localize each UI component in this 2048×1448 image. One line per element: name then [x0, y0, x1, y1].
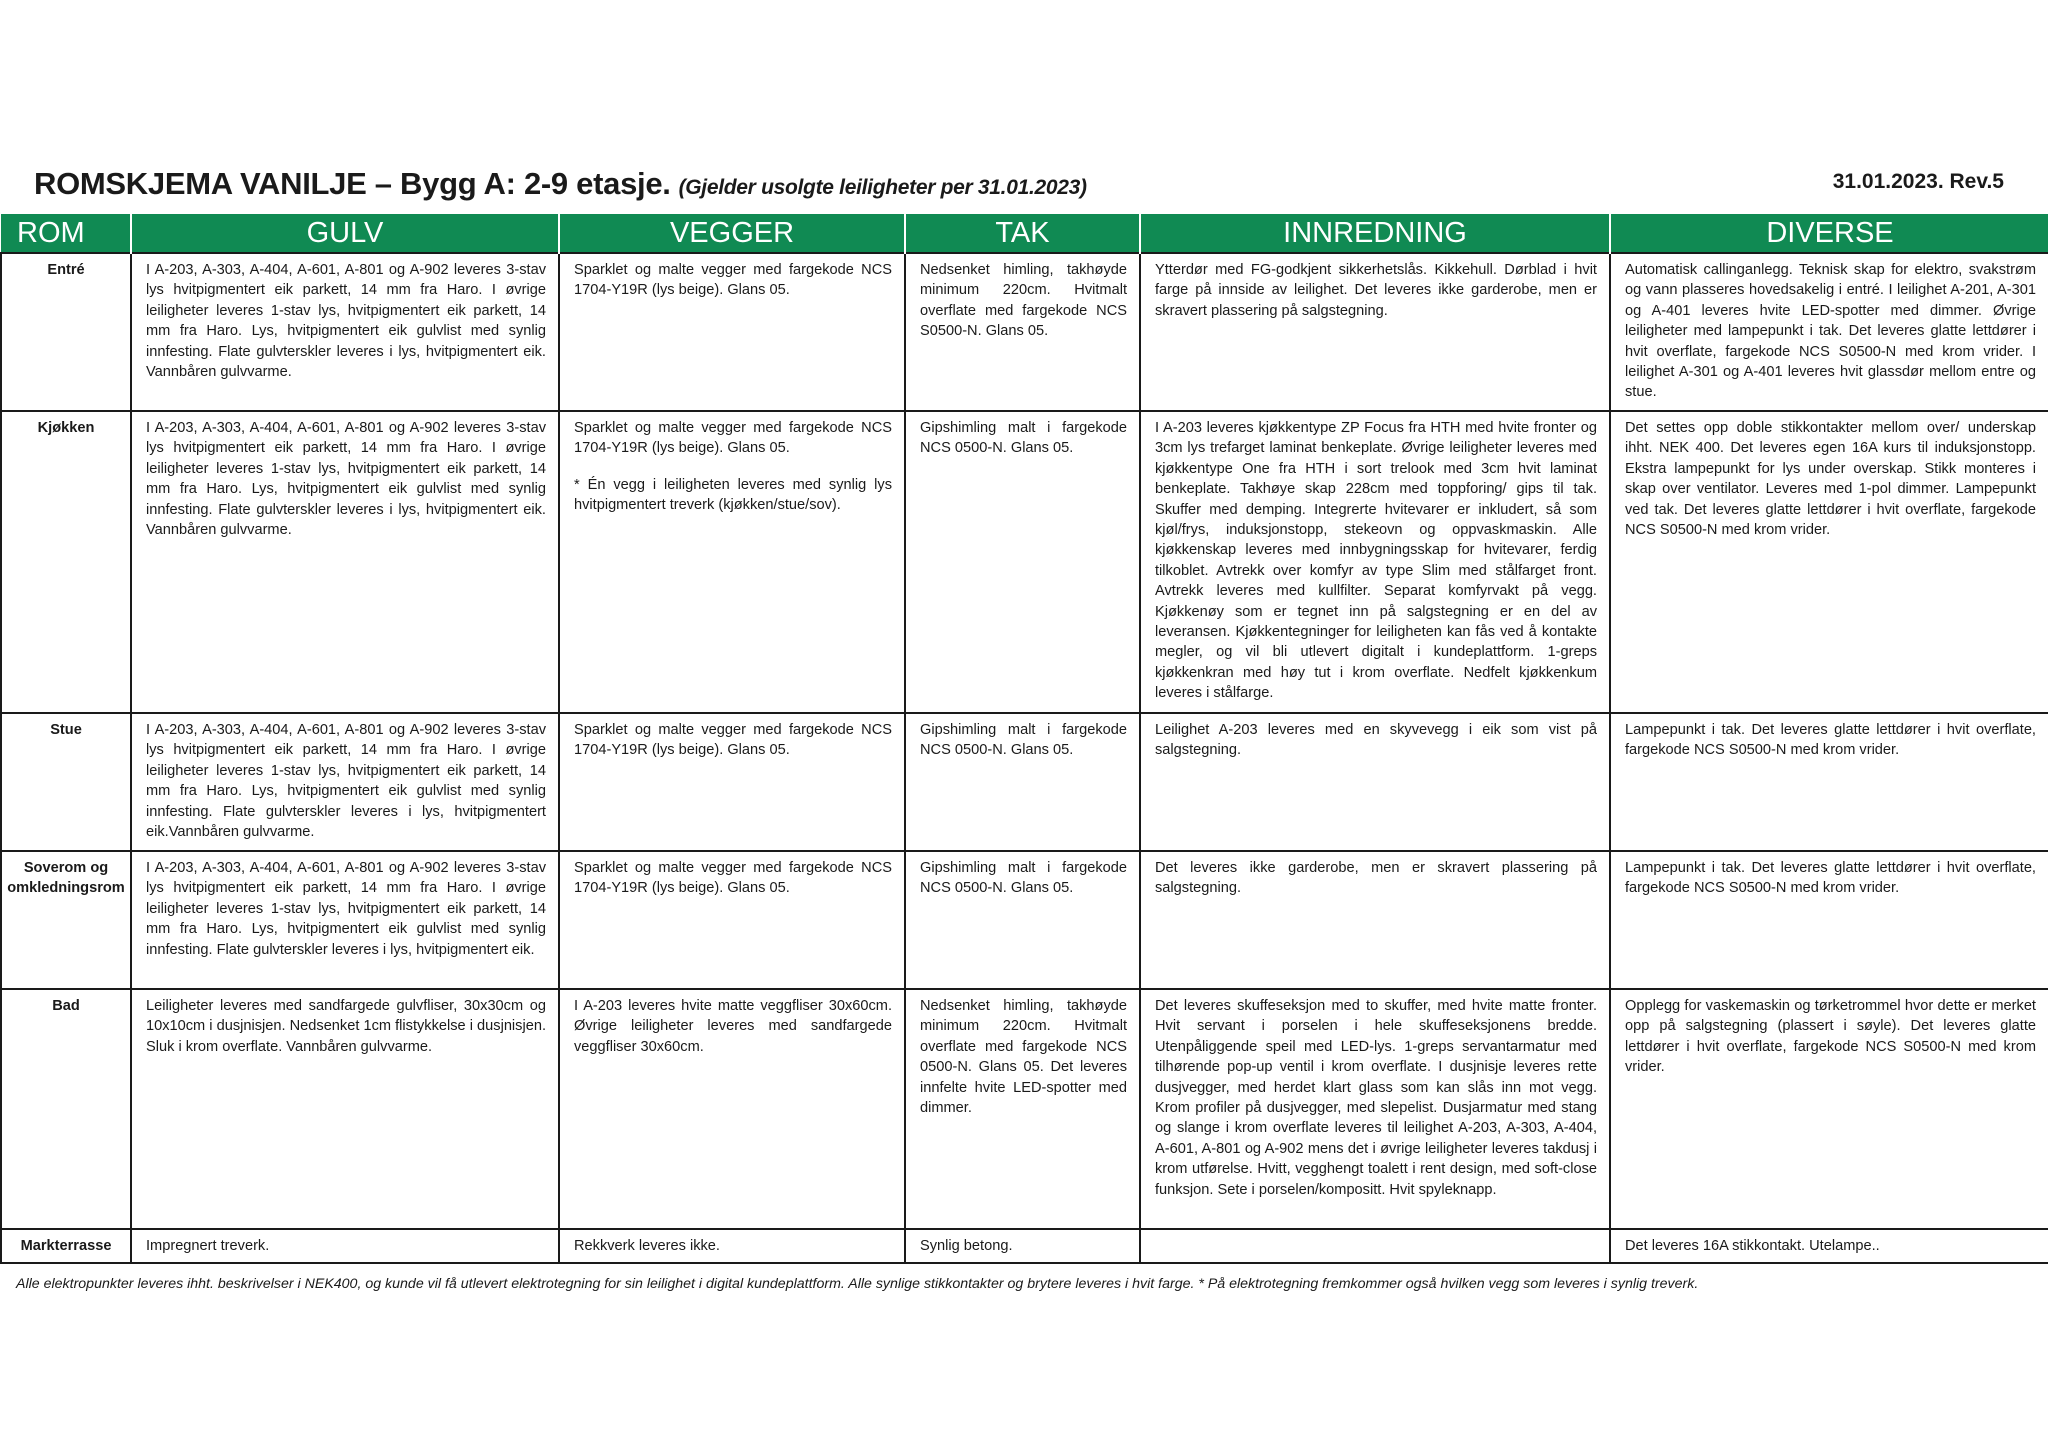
vegger-cell: Sparklet og malte vegger med fargekode NCS 1704-Y19R (lys beige). Glans 05. — [559, 851, 905, 989]
diverse-cell: Lampepunkt i tak. Det leveres glatte lettdører i hvit overflate, fargekode NCS S0500-N med krom vrider. — [1610, 851, 2048, 989]
diverse-cell: Automatisk callinganlegg. Teknisk skap for elektro, svakstrøm og vann plasseres hovedsakelig i entré. I leilighet A-201, A-301 og A-401 leveres hvite LED-spotter med dimmer. Øvrige leiligheter med lampepunkt i tak. Det leveres glatte lettdører i hvit overflate, fargekode NCS S0500-N med krom vrider. I leilighet A-301 og A-401 leveres hvit glassdør mellom entre og stue. — [1610, 253, 2048, 411]
table-row-soverom — [1, 851, 2048, 989]
room-name: Bad — [1, 989, 131, 1229]
diverse-cell: Det leveres 16A stikkontakt. Utelampe.. — [1610, 1229, 2048, 1263]
diverse-cell: Opplegg for vaskemaskin og tørketrommel hvor dette er merket opp på salgstegning (plassert i søyle). Det leveres glatte lettdører i hvit overflate, fargekode NCS S0500-N med krom vrider. — [1610, 989, 2048, 1229]
table-row-bad — [1, 989, 2048, 1229]
page-title — [34, 166, 1087, 202]
title-text: ROMSKJEMA VANILJE – Bygg A: 2-9 etasje. — [34, 166, 671, 201]
vegger-cell: I A-203 leveres hvite matte veggfliser 30x60cm. Øvrige leiligheter leveres med sandfargede veggfliser 30x60cm. — [559, 989, 905, 1229]
diverse-cell: Lampepunkt i tak. Det leveres glatte lettdører i hvit overflate, fargekode NCS S0500-N med krom vrider. — [1610, 713, 2048, 851]
column-header-rom: ROM — [1, 214, 131, 253]
column-header-diverse: DIVERSE — [1610, 214, 2048, 253]
gulv-cell: Impregnert treverk. — [131, 1229, 559, 1263]
tak-cell: Gipshimling malt i fargekode NCS 0500-N. Glans 05. — [905, 411, 1140, 713]
room-name: Kjøkken — [1, 411, 131, 713]
vegger-cell: Sparklet og malte vegger med fargekode NCS 1704-Y19R (lys beige). Glans 05. — [559, 253, 905, 411]
room-name: Entré — [1, 253, 131, 411]
tak-cell: Synlig betong. — [905, 1229, 1140, 1263]
title-bar — [34, 166, 2004, 206]
table-row-stue — [1, 713, 2048, 851]
diverse-cell: Det settes opp doble stikkontakter mellom over/ underskap ihht. NEK 400. Det leveres egen 16A kurs til induksjonstopp. Ekstra lampepunkt for lys under overskap. Stikk monteres i skap over ventilator. Leveres med 1-pol dimmer. Lampepunkt ved tak. Det leveres glatte lettdører i hvit overflate, fargekode NCS S0500-N med krom vrider. — [1610, 411, 2048, 713]
tak-cell: Nedsenket himling, takhøyde minimum 220cm. Hvitmalt overflate med fargekode NCS 0500-N. Glans 05. Det leveres innfelte hvite LED-spotter med dimmer. — [905, 989, 1140, 1229]
gulv-cell: I A-203, A-303, A-404, A-601, A-801 og A-902 leveres 3-stav lys hvitpigmentert eik parkett, 14 mm fra Haro. I øvrige leiligheter leveres 1-stav lys, hvitpigmentert eik parkett, 14 mm fra Haro. Lys, hvitpigmentert eik gulvlist med synlig innfesting. Flate gulvterskler leveres i lys, hvitpigmentert eik. Vannbåren gulvvarme. — [131, 253, 559, 411]
table-row-markterrasse — [1, 1229, 2048, 1263]
column-header-innredning: INNREDNING — [1140, 214, 1610, 253]
gulv-cell: I A-203, A-303, A-404, A-601, A-801 og A-902 leveres 3-stav lys hvitpigmentert eik parkett, 14 mm fra Haro. I øvrige leiligheter leveres 1-stav lys, hvitpigmentert eik parkett, 14 mm fra Haro. Lys, hvitpigmentert eik gulvlist med synlig innfesting. Flate gulvterskler leveres i lys, hvitpigmentert eik.Vannbåren gulvvarme. — [131, 713, 559, 851]
column-header-tak: TAK — [905, 214, 1140, 253]
room-schedule-table — [0, 214, 2048, 1264]
column-header-vegger: VEGGER — [559, 214, 905, 253]
innredning-cell: I A-203 leveres kjøkkentype ZP Focus fra HTH med hvite fronter og 3cm lys trefarget laminat benkeplate. Øvrige leiligheter leveres med kjøkkentype One fra HTH i sort trelook med 3cm hvit laminat benkeplate. Takhøye skap 228cm med toppforing/ gips til tak. Skuffer med demping. Integrerte hvitevarer er inkludert, så som kjøl/frys, induksjonstopp, stekeovn og oppvaskmaskin. Alle kjøkkenskap leveres med innbygningsskap for hvitevarer, ferdig tilkoblet. Avtrekk over komfyr av type Slim med stålfarget front. Avtrekk leveres med kullfilter. Separat komfyrvakt på vegg. Kjøkkenøy som er tegnet inn på salgstegning er en del av leveransen. Kjøkkentegninger for leiligheten kan fås ved å kontakte megler, og vil bli utlevert digitalt i kundeplattform. 1-greps kjøkkenkran med høy tut i krom overflate. Nedfelt kjøkkenkum leveres i stålfarge. — [1140, 411, 1610, 713]
gulv-cell: I A-203, A-303, A-404, A-601, A-801 og A-902 leveres 3-stav lys hvitpigmentert eik parkett, 14 mm fra Haro. I øvrige leiligheter leveres 1-stav lys, hvitpigmentert eik parkett, 14 mm fra Haro. Lys, hvitpigmentert eik gulvlist med synlig innfesting. Flate gulvterskler leveres i lys, hvitpigmentert eik. — [131, 851, 559, 989]
tak-cell: Gipshimling malt i fargekode NCS 0500-N. Glans 05. — [905, 713, 1140, 851]
innredning-cell: Leilighet A-203 leveres med en skyvevegg i eik som vist på salgstegning. — [1140, 713, 1610, 851]
room-name: Markterrasse — [1, 1229, 131, 1263]
innredning-cell: Ytterdør med FG-godkjent sikkerhetslås. Kikkehull. Dørblad i hvit farge på innside av leilighet. Det leveres ikke garderobe, men er skravert plassering på salgstegning. — [1140, 253, 1610, 411]
room-name: Stue — [1, 713, 131, 851]
gulv-cell: I A-203, A-303, A-404, A-601, A-801 og A-902 leveres 3-stav lys hvitpigmentert eik parkett, 14 mm fra Haro. I øvrige leiligheter leveres 1-stav lys, hvitpigmentert eik parkett, 14 mm fra Haro. Lys, hvitpigmentert eik gulvlist med synlig innfesting. Flate gulvterskler leveres i lys, hvitpigmentert eik. Vannbåren gulvvarme. — [131, 411, 559, 713]
vegger-cell: Sparklet og malte vegger med fargekode NCS 1704-Y19R (lys beige). Glans 05. — [559, 713, 905, 851]
vegger-text: Sparklet og malte vegger med fargekode NCS 1704-Y19R (lys beige). Glans 05. — [574, 420, 892, 457]
vegger-cell — [559, 411, 905, 713]
title-subtitle: (Gjelder usolgte leiligheter per 31.01.2023) — [678, 176, 1087, 199]
header-row — [1, 214, 2048, 253]
table-row-entre — [1, 253, 2048, 411]
tak-cell: Nedsenket himling, takhøyde minimum 220cm. Hvitmalt overflate med fargekode NCS S0500-N. Glans 05. — [905, 253, 1140, 411]
room-name: Soverom og omkledningsrom — [1, 851, 131, 989]
gulv-cell: Leiligheter leveres med sandfargede gulvfliser, 30x30cm og 10x10cm i dusjnisjen. Nedsenket 1cm flistykkelse i dusjnisjen. Sluk i krom overflate. Vannbåren gulvvarme. — [131, 989, 559, 1229]
vegger-footnote: * Én vegg i leiligheten leveres med synlig lys hvitpigmentert treverk (kjøkken/stue/sov). — [574, 476, 892, 514]
footnote: Alle elektropunkter leveres ihht. beskrivelser i NEK400, og kunde vil få utlevert elektrotegning for sin leilighet i digital kundeplattform. Alle synlige stikkontakter og brytere leveres i hvit farge. * På elektrotegning fremkommer også hvilken vegg som leveres i synlig treverk. — [16, 1276, 1699, 1292]
column-header-gulv: GULV — [131, 214, 559, 253]
innredning-cell — [1140, 1229, 1610, 1263]
revision-date: 31.01.2023. Rev.5 — [1832, 170, 2004, 193]
tak-cell: Gipshimling malt i fargekode NCS 0500-N. Glans 05. — [905, 851, 1140, 989]
table-row-kjokken — [1, 411, 2048, 713]
innredning-cell: Det leveres ikke garderobe, men er skravert plassering på salgstegning. — [1140, 851, 1610, 989]
vegger-cell: Rekkverk leveres ikke. — [559, 1229, 905, 1263]
innredning-cell: Det leveres skuffeseksjon med to skuffer, med hvite matte fronter. Hvit servant i porselen i hele skuffeseksjonens bredde. Utenpåliggende speil med LED-lys. 1-greps servantarmatur med tilhørende pop-up ventil i krom overflate. I dusjnisje leveres rette dusjvegger, med herdet klart glass som kan slås inn mot vegg. Krom profiler på dusjvegger, med slepelist. Dusjarmatur med stang og slange i krom overflate leveres til leilighet A-203, A-303, A-404, A-601, A-801 og A-902 mens det i øvrige leiligheter leveres takdusj i krom utførelse. Hvitt, vegghengt toalett i rent design, med soft-close funksjon. Sete i porselen/kompositt. Hvit spyleknapp. — [1140, 989, 1610, 1229]
